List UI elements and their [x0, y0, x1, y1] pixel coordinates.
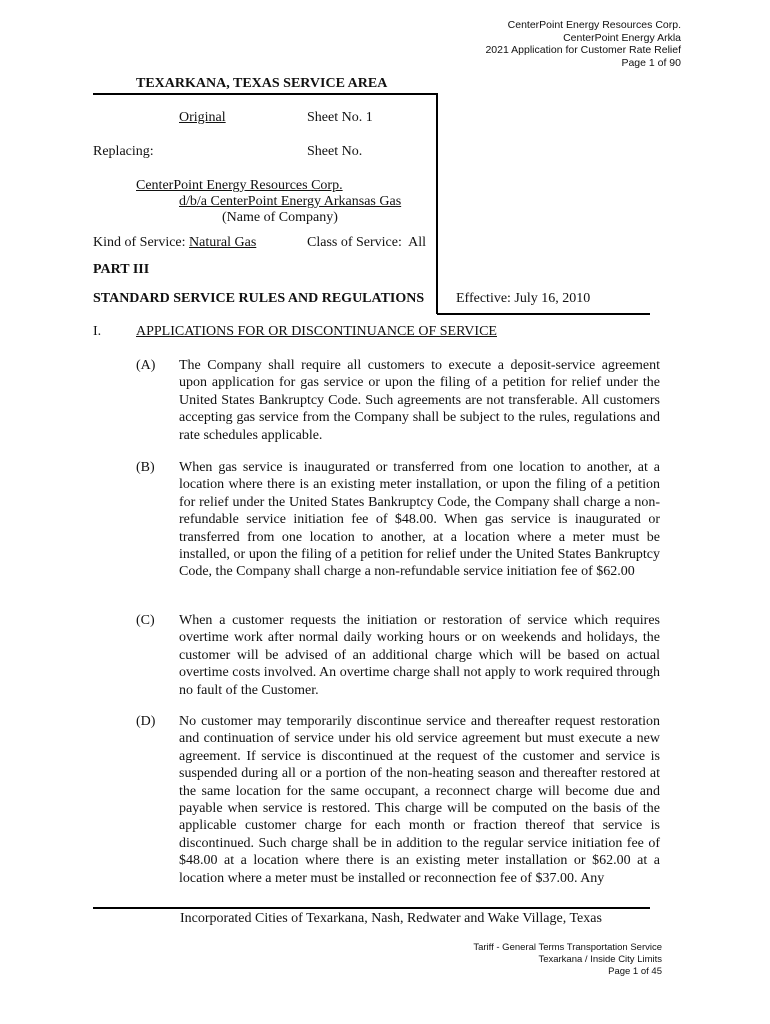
rules-title: STANDARD SERVICE RULES AND REGULATIONS [93, 291, 425, 306]
paragraph-text: No customer may temporarily discontinue service and thereafter request restoration and continuation of service under his old service agreement but must execute a new agreement. If service is discontinued at the request of the customer and service is suspended during all or a portion of the non-heating season and thereafter restored at the same location for the same occupant, a reconnect charge will become due and payable when service is restored. This charge will be computed on the basis of the applicable customer charge for each month or fraction thereof that service is discontinued. Such charge shall be in addition to the regular service initiation fee of $48.00 at a location where there is an existing meter installation or $62.00 at a location where a meter must be installed or reconnection fee of $37.00. Any [179, 714, 660, 886]
box-bottom-rule [437, 313, 650, 315]
section-heading [93, 324, 497, 340]
footer-rule [93, 907, 650, 909]
original-label: Original [179, 110, 226, 125]
kind-of-service-value: Natural Gas [189, 235, 257, 250]
section-number: I. [93, 324, 102, 339]
service-area-title: TEXARKANA, TEXAS SERVICE AREA [136, 76, 388, 91]
footer-tariff-name: Tariff - General Terms Transportation Service [473, 942, 662, 953]
header-page-number: Page 1 of 90 [621, 56, 681, 69]
footer-tariff-info [473, 942, 662, 978]
effective-date: Effective: July 16, 2010 [456, 291, 591, 306]
document-header [485, 19, 681, 69]
replacing-sheet-number: Sheet No. [307, 144, 363, 159]
paragraph-label: (C) [136, 613, 155, 628]
paragraph-label: (B) [136, 460, 155, 475]
box-top-rule [93, 93, 438, 95]
kind-of-service-label: Kind of Service: [93, 235, 186, 250]
paragraph-label: (D) [136, 714, 156, 729]
footer-page-number: Page 1 of 45 [608, 966, 662, 977]
paragraph-text: The Company shall require all customers to execute a deposit-service agreement upon application for gas service or upon the filing of a petition for relief under the United States Bankruptcy Code. Such agreements are not transferable. All customers accepting gas service from the Company shall be subject to the rules, regulations and rate schedules applicable. [179, 358, 660, 443]
class-of-service: Class of Service: All [307, 235, 426, 250]
box-right-rule [436, 93, 438, 314]
header-company: CenterPoint Energy Resources Corp. [507, 19, 681, 31]
paragraph-text: When gas service is inaugurated or transferred from one location to another, at a location where there is an existing meter installation, or upon the filing of a petition for relief under the United States Bankruptcy Code, the Company shall charge a non-refundable service initiation fee of $48.00. When gas service is inaugurated or transferred from one location to another, at a location where a meter must be installed, or upon the filing of a petition for relief under the United States Bankruptcy Code, the Company shall charge a non-refundable service initiation fee of $62.00 [179, 460, 660, 580]
paragraph-d [136, 713, 660, 887]
kind-of-service [93, 235, 256, 251]
paragraph-c [136, 612, 660, 699]
paragraph-a [136, 357, 660, 444]
paragraph-label: (A) [136, 358, 156, 373]
paragraph-text: When a customer requests the initiation or restoration of service which requires overtime work after normal daily working hours or on weekends and holidays, the customer will be advised of an additional charge which will be based on actual overtime costs involved. An overtime charge shall not apply to work required through no fault of the Customer. [179, 613, 660, 698]
company-dba: d/b/a CenterPoint Energy Arkansas Gas [179, 194, 402, 209]
section-title: APPLICATIONS FOR OR DISCONTINUANCE OF SERVICE [136, 324, 497, 339]
sheet-number: Sheet No. 1 [307, 110, 373, 125]
paragraph-b [136, 459, 660, 581]
company-caption: (Name of Company) [222, 210, 338, 225]
header-application: 2021 Application for Customer Rate Relief [485, 44, 681, 56]
header-division: CenterPoint Energy Arkla [563, 31, 681, 44]
company-name: CenterPoint Energy Resources Corp. [136, 178, 343, 193]
footer-cities: Incorporated Cities of Texarkana, Nash, Redwater and Wake Village, Texas [180, 911, 602, 926]
part-heading: PART III [93, 262, 150, 277]
replacing-label: Replacing: [93, 144, 154, 159]
footer-jurisdiction: Texarkana / Inside City Limits [538, 954, 662, 965]
